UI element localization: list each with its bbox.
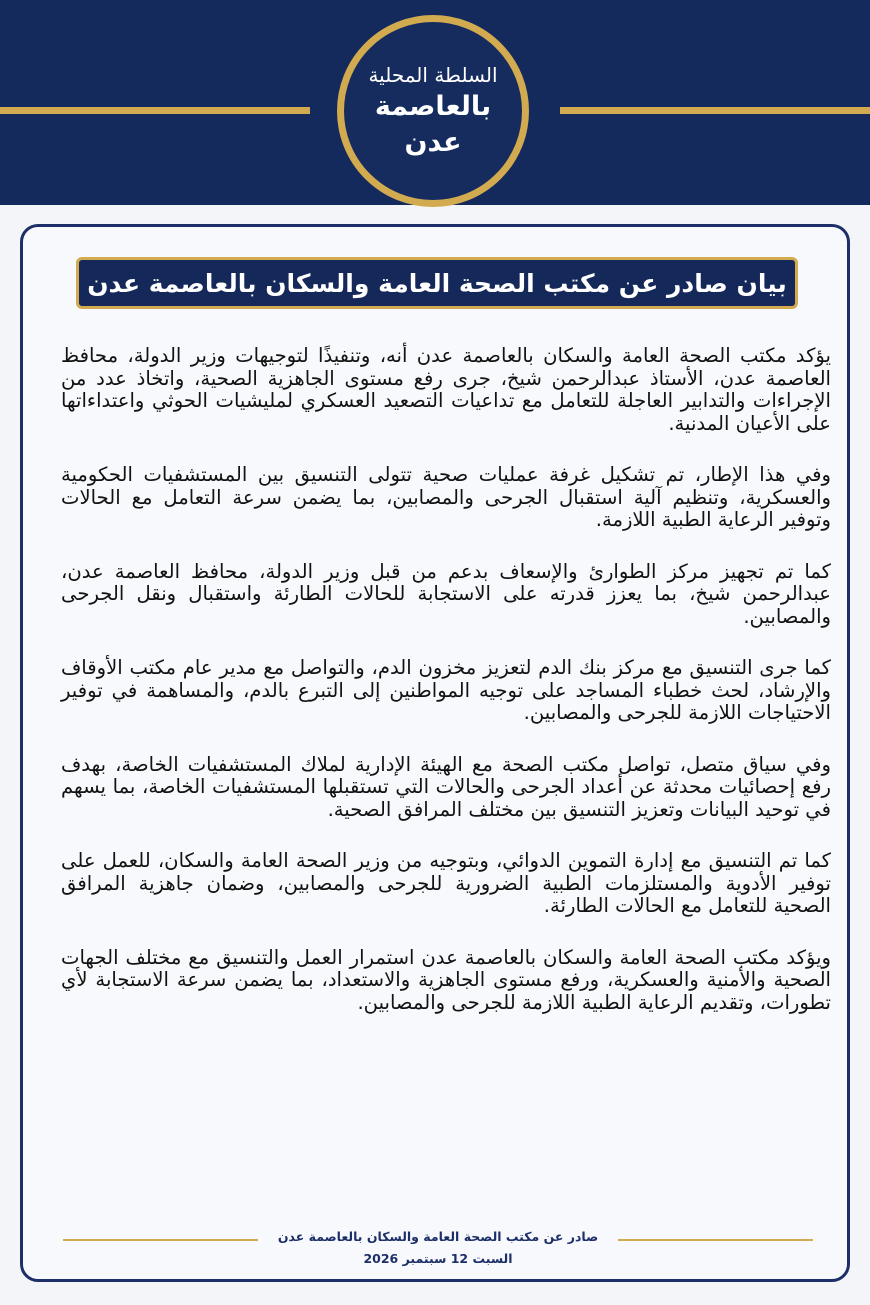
statement-title: بيان صادر عن مكتب الصحة العامة والسكان بالعاصمة عدن [76, 257, 798, 309]
paragraph-5: وفي سياق متصل، تواصل مكتب الصحة مع الهيئة الإدارية لملاك المستشفيات الخاصة، بهدف رفع إحصائيات محدثة عن أعداد الجرحى والحالات التي تستقبلها المستشفيات الخاصة، بما يسهم في توحيد البيانات وتعزيز التنسيق بين مختلف المرافق الصحية. [61, 752, 831, 821]
header-banner [0, 0, 870, 205]
paragraph-2: وفي هذا الإطار، تم تشكيل غرفة عمليات صحية تتولى التنسيق بين المستشفيات الحكومية والعسكرية، وتنظيم آلية استقبال الجرحى والمصابين، بما يضمن سرعة التعامل مع الحالات وتوفير الرعاية الطبية اللازمة. [61, 463, 831, 531]
statement-card [20, 224, 850, 1282]
footer-issuer: صادر عن مكتب الصحة العامة والسكان بالعاصمة عدن [277, 1229, 599, 1244]
footer-gold-line-right [618, 1239, 813, 1241]
paragraph-7: ويؤكد مكتب الصحة العامة والسكان بالعاصمة عدن استمرار العمل والتنسيق مع مختلف الجهات الصحية والأمنية والعسكرية، ورفع مستوى الجاهزية والاستعداد، بما يضمن سرعة الاستجابة لأي تطورات، وتقديم الرعاية الطبية اللازمة للجرحى والمصابين. [61, 945, 831, 1014]
header-gold-line-left [0, 107, 310, 114]
statement-body [61, 345, 831, 1043]
paragraph-4: كما جرى التنسيق مع مركز بنك الدم لتعزيز مخزون الدم، والتواصل مع مدير عام مكتب الأوقاف والإرشاد، لحث خطباء المساجد على توجيه المواطنين إلى التبرع بالدم، والمساهمة في توفير الاحتياجات اللازمة للجرحى والمصابين. [61, 656, 831, 724]
seal-text-line1: السلطة المحلية [368, 63, 498, 87]
paragraph-6: كما تم التنسيق مع إدارة التموين الدوائي، وبتوجيه من وزير الصحة العامة والسكان، للعمل على توفير الأدوية والمستلزمات الطبية الضرورية للجرحى والمصابين، وضمان جاهزية المرافق الصحية للتعامل مع الحالات الطارئة. [61, 849, 831, 917]
footer-date: السبت 12 سبتمبر 2026 [363, 1251, 513, 1266]
seal-text-line2: بالعاصمة عدن [374, 91, 492, 158]
footer-gold-line-left [63, 1239, 258, 1241]
authority-seal [337, 15, 529, 207]
paragraph-3: كما تم تجهيز مركز الطوارئ والإسعاف بدعم من قبل وزير الدولة، محافظ العاصمة عدن، عبدالرحمن شيخ، بما يعزز قدرته على الاستجابة للحالات الطارئة واستقبال ونقل الجرحى والمصابين. [61, 559, 831, 628]
paragraph-1: يؤكد مكتب الصحة العامة والسكان بالعاصمة عدن أنه، وتنفيذًا لتوجيهات وزير الدولة، محافظ العاصمة عدن، الأستاذ عبدالرحمن شيخ، جرى رفع مستوى الجاهزية الصحية، واتخاذ عدد من الإجراءات والتدابير العاجلة للتعامل مع تداعيات التصعيد العسكري لمليشيات الحوثي واعتداءاتها على الأعيان المدنية. [61, 344, 831, 435]
header-gold-line-right [560, 107, 870, 114]
